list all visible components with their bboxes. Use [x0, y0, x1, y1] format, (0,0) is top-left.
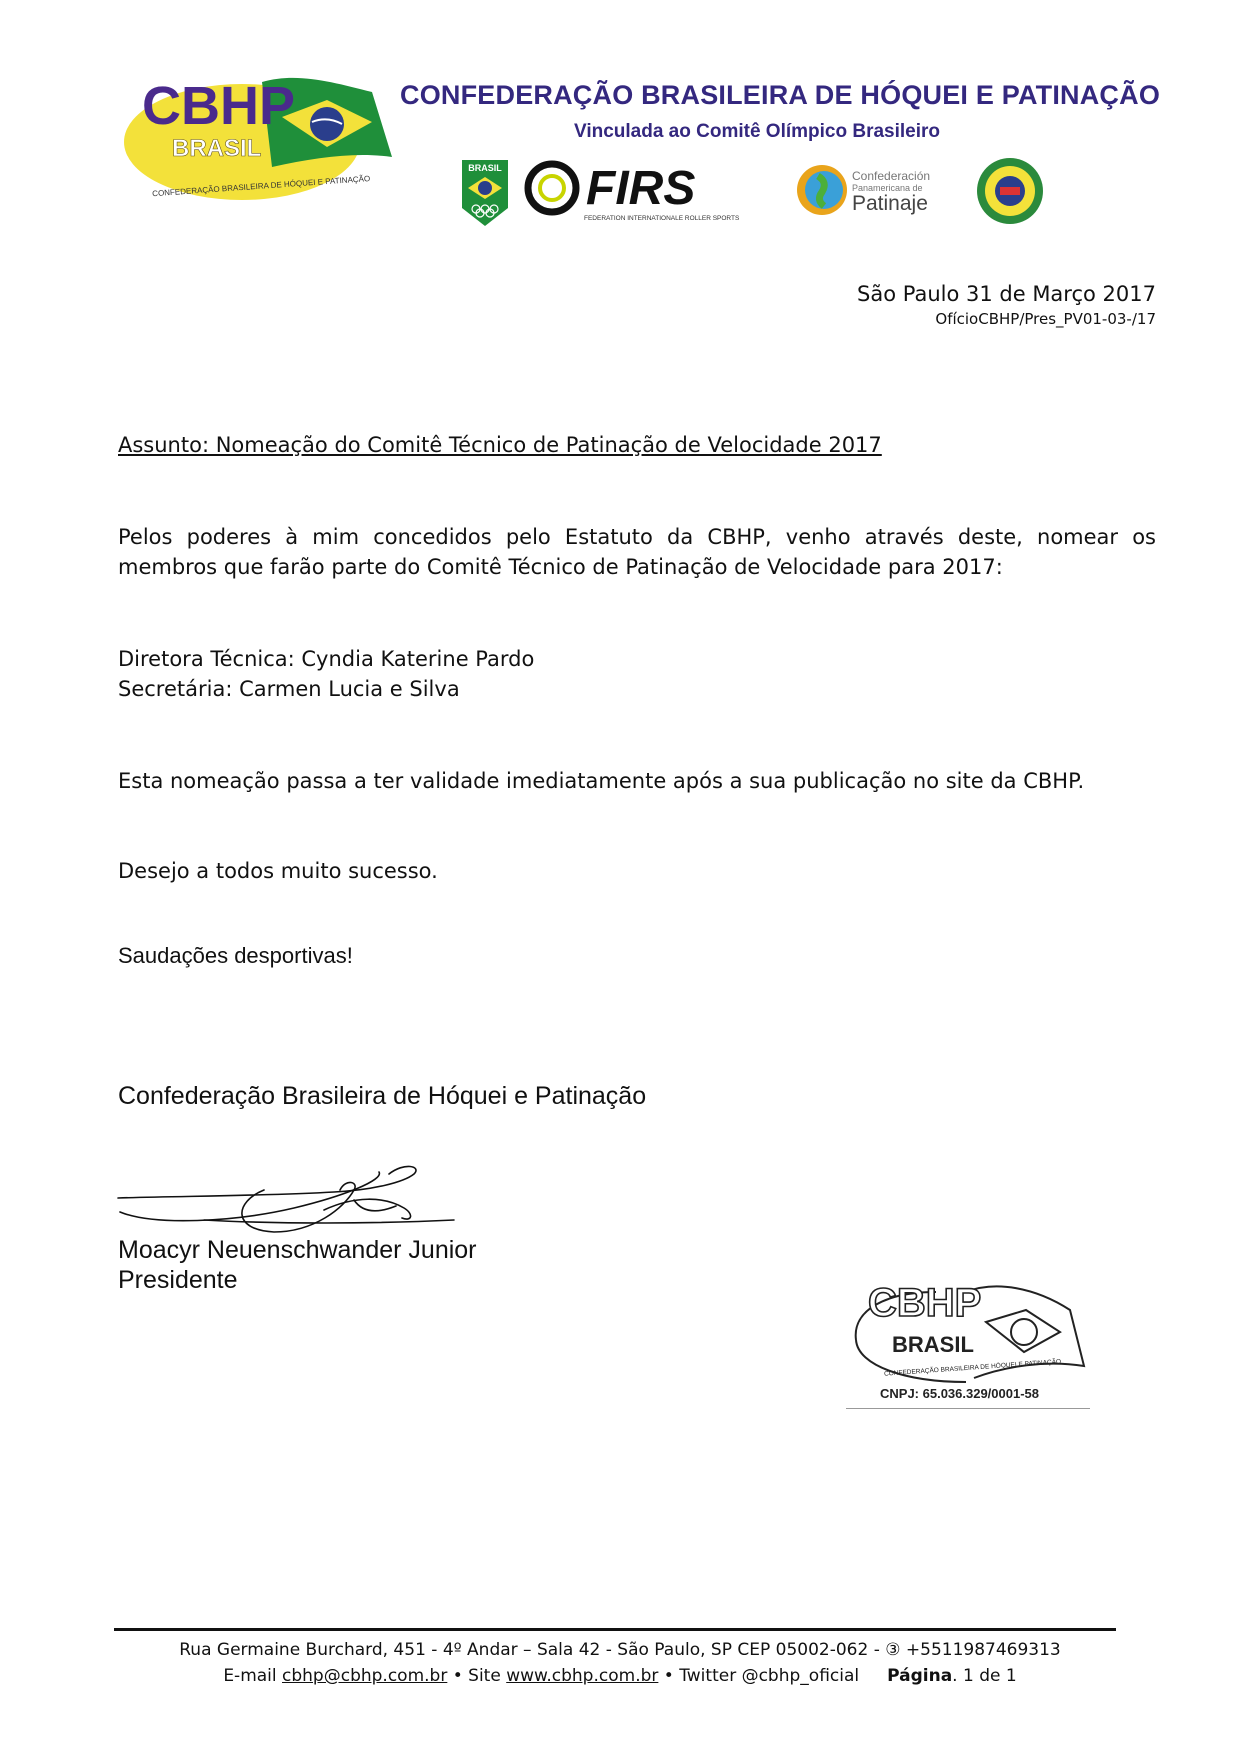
svg-text:BRASIL: BRASIL [172, 135, 262, 162]
footer-address-line [0, 1640, 1240, 1660]
signer-title: Presidente [118, 1266, 238, 1294]
wish-paragraph: Desejo a todos muito sucesso. [118, 859, 438, 883]
cbhp-logo [122, 62, 400, 212]
footer-site-link[interactable]: www.cbhp.com.br [506, 1666, 659, 1686]
firs-logo [524, 160, 786, 226]
footer-site-label: • Site [447, 1666, 507, 1686]
footer-divider [114, 1628, 1116, 1631]
stamp-underline [846, 1408, 1090, 1409]
footer-page-value: . 1 de 1 [952, 1666, 1017, 1686]
svg-text:Panamericana de: Panamericana de [852, 183, 923, 193]
phone-icon: ③ [885, 1640, 901, 1660]
svg-text:Confederación: Confederación [852, 169, 931, 183]
letter-subject: Assunto: Nomeação do Comitê Técnico de Patinação de Velocidade 2017 [118, 433, 882, 457]
organization-name: Confederação Brasileira de Hóquei e Patinação [118, 1082, 647, 1110]
svg-text:FEDERATION INTERNATIONALE ROLL: FEDERATION INTERNATIONALE ROLLER SPORTS [584, 215, 740, 222]
panamerican-confederation-logo [796, 160, 946, 222]
header-subtitle: Vinculada ao Comitê Olímpico Brasileiro [574, 121, 941, 142]
footer-contact-line [0, 1666, 1240, 1686]
round-seal-logo [972, 156, 1048, 226]
letter-reference: OfícioCBHP/Pres_PV01-03-/17 [935, 310, 1156, 328]
letter-intro-paragraph: Pelos poderes à mim concedidos pelo Estatuto da CBHP, venho através deste, nomear os membros que farão parte do Comitê Técnico de Patinação de Velocidade para 2017: [118, 525, 1156, 579]
svg-text:CONFEDERAÇÃO BRASILEIRA DE HÓQ: CONFEDERAÇÃO BRASILEIRA DE HÓQUEI E PATINAÇÃO [151, 174, 371, 199]
handwritten-signature [114, 1160, 464, 1240]
footer-email-label: E-mail [223, 1666, 283, 1686]
svg-text:FIRS: FIRS [586, 162, 696, 215]
footer-page-label: Página [887, 1666, 953, 1686]
svg-text:CONFEDERAÇÃO BRASILEIRA DE HÓQ: CONFEDERAÇÃO BRASILEIRA DE HÓQUEI E PATINAÇÃO [883, 1358, 1062, 1378]
svg-text:BRASIL: BRASIL [468, 163, 502, 173]
svg-text:CBHP: CBHP [142, 76, 296, 136]
validity-paragraph: Esta nomeação passa a ter validade imediatamente após a sua publicação no site da CBHP. [118, 769, 1085, 793]
stamp-cnpj: CNPJ: 65.036.329/0001-58 [880, 1386, 1040, 1401]
header-title: CONFEDERAÇÃO BRASILEIRA DE HÓQUEI E PATINAÇÃO [400, 80, 1161, 110]
footer-email-link[interactable]: cbhp@cbhp.com.br [282, 1666, 448, 1686]
closing-greeting: Saudações desportivas! [118, 943, 353, 968]
letter-date: São Paulo 31 de Março 2017 [857, 282, 1156, 306]
member-secretary: Secretária: Carmen Lucia e Silva [118, 677, 460, 701]
footer-twitter: • Twitter @cbhp_oficial [658, 1666, 860, 1686]
brasil-olympic-badge [460, 158, 510, 228]
footer-phone[interactable]: +5511987469313 [905, 1640, 1061, 1660]
footer-address: Rua Germaine Burchard, 451 - 4º Andar – Sala 42 - São Paulo, SP CEP 05002-062 - [179, 1640, 886, 1660]
svg-text:Patinaje: Patinaje [852, 192, 928, 215]
member-technical-director: Diretora Técnica: Cyndia Katerine Pardo [118, 647, 535, 671]
svg-text:CBHP: CBHP [868, 1281, 982, 1325]
svg-text:BRASIL: BRASIL [892, 1332, 974, 1357]
signer-name: Moacyr Neuenschwander Junior [118, 1236, 477, 1264]
